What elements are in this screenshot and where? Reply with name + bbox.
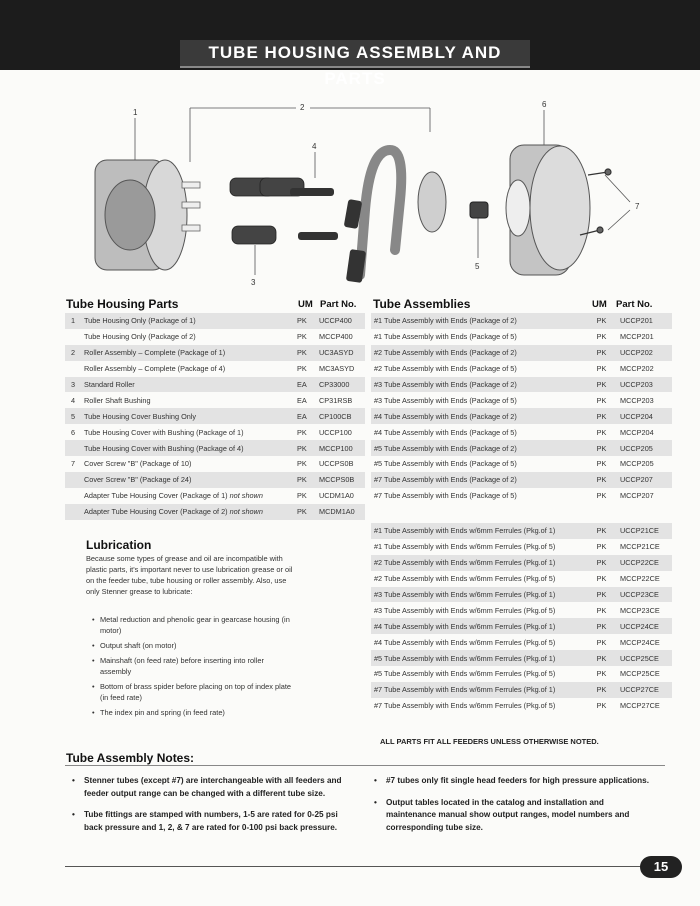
part-description-text: Tube Housing Cover with Bushing (Package of 1) xyxy=(84,427,244,437)
callout-5: 5 xyxy=(475,262,480,271)
assembly-description: #2 Tube Assembly with Ends w/6mm Ferrules (Pkg.of 1) xyxy=(371,555,586,571)
part-number: MCCP400 xyxy=(319,332,353,342)
unit-of-measure: PK xyxy=(586,472,617,488)
table-row xyxy=(65,472,365,488)
header-banner xyxy=(0,0,700,88)
lubrication-list xyxy=(92,614,292,722)
note-item: • #7 tubes only fit single head feeders for high pressure applications. xyxy=(374,775,654,788)
part-number: MCCP22CE xyxy=(620,574,660,584)
part-description-text: Standard Roller xyxy=(84,380,135,389)
table-row xyxy=(65,440,365,456)
part-number: UCCP201 xyxy=(617,313,672,329)
parts-um-header: UM xyxy=(298,299,313,310)
part-number: MCCP100 xyxy=(316,440,365,456)
notes-divider xyxy=(65,765,665,766)
part-number: UCCP400 xyxy=(316,313,365,329)
table-row xyxy=(65,329,365,345)
part-number: MCCPS0B xyxy=(316,472,365,488)
table-row xyxy=(65,392,365,408)
table-row xyxy=(65,313,365,329)
page-title: TUBE HOUSING ASSEMBLY AND PARTS xyxy=(180,40,530,66)
part-description-text: Cover Screw "B" (Package of 24) xyxy=(84,475,192,485)
table-row xyxy=(371,698,672,714)
table-row xyxy=(371,523,672,539)
part-number: MCCP203 xyxy=(620,395,654,405)
table-row xyxy=(371,618,672,634)
item-number xyxy=(65,504,81,520)
exploded-parts-diagram xyxy=(60,90,670,295)
part-number: UCDM1A0 xyxy=(319,491,354,501)
table-row xyxy=(371,424,672,440)
unit-of-measure: PK xyxy=(596,364,607,374)
part-description-text: Tube Housing Only (Package of 1) xyxy=(84,316,196,326)
callout-6: 6 xyxy=(542,100,547,109)
tube-housing-part xyxy=(95,160,187,270)
table-row xyxy=(65,345,365,361)
part-description-text: Roller Shaft Bushing xyxy=(84,395,151,405)
part-description xyxy=(81,345,294,361)
all-parts-note: ALL PARTS FIT ALL FEEDERS UNLESS OTHERWISE NOTED. xyxy=(380,737,599,746)
lubrication-item: • Mainshaft (on feed rate) before inserting into roller assembly xyxy=(92,655,292,677)
callout-2: 2 xyxy=(300,103,305,112)
note-item: • Output tables located in the catalog and installation and maintenance manual show output ranges, model numbers and corresponding tube size. xyxy=(374,797,654,835)
lubrication-item: • Output shaft (on motor) xyxy=(92,640,292,651)
table-row xyxy=(371,488,672,504)
table-row xyxy=(371,456,672,472)
part-number: MCCP201 xyxy=(620,332,654,342)
assy-um-header: UM xyxy=(592,299,607,310)
assembly-description: #1 Tube Assembly with Ends (Package of 5) xyxy=(374,332,517,342)
unit-of-measure: PK xyxy=(297,427,307,437)
part-description-text: Roller Assembly – Complete (Package of 1) xyxy=(84,348,226,358)
tube-housing-parts-title: Tube Housing Parts xyxy=(66,297,179,311)
footer-divider xyxy=(65,866,640,867)
tube-housing-parts-table xyxy=(65,313,365,520)
part-description xyxy=(81,440,294,456)
part-number: UCCPS0B xyxy=(319,459,354,469)
unit-of-measure: PK xyxy=(596,542,607,552)
table-row xyxy=(371,472,672,488)
assembly-description: #5 Tube Assembly with Ends w/6mm Ferrules (Pkg.of 5) xyxy=(374,669,556,679)
assembly-description: #7 Tube Assembly with Ends (Package of 5) xyxy=(374,491,517,501)
part-number: MCCP21CE xyxy=(620,542,660,552)
note-item: • Tube fittings are stamped with numbers, 1-5 are rated for 0-25 psi back pressure and 1, 2, & 7 are rated for 0-100 psi back pressure. xyxy=(72,809,347,834)
assembly-description: #7 Tube Assembly with Ends w/6mm Ferrules (Pkg.of 1) xyxy=(371,682,586,698)
notes-right-list xyxy=(374,775,654,843)
part-description xyxy=(81,392,294,408)
assembly-description: #4 Tube Assembly with Ends w/6mm Ferrules (Pkg.of 1) xyxy=(371,618,586,634)
part-number: MCCP205 xyxy=(620,459,654,469)
item-number: 7 xyxy=(70,459,76,469)
note-item: • Stenner tubes (except #7) are interchangeable with all feeders and feeder output range can be changed with a different tube size. xyxy=(72,775,347,800)
part-number: MCDM1A0 xyxy=(316,504,365,520)
unit-of-measure: PK xyxy=(586,587,617,603)
table-row xyxy=(371,313,672,329)
tube-assemblies-table xyxy=(371,313,672,504)
table-row xyxy=(371,345,672,361)
part-description-text: Tube Housing Cover Bushing Only xyxy=(84,411,197,421)
unit-of-measure: PK xyxy=(297,332,307,342)
callout-4: 4 xyxy=(312,142,317,151)
unit-of-measure: EA xyxy=(297,395,307,405)
item-number: 6 xyxy=(70,427,76,437)
part-description xyxy=(81,313,294,329)
lubrication-title: Lubrication xyxy=(86,538,152,552)
unit-of-measure: PK xyxy=(596,605,607,615)
unit-of-measure: PK xyxy=(294,345,316,361)
part-number: MCCP204 xyxy=(620,427,654,437)
part-number: UCCP204 xyxy=(617,408,672,424)
part-description xyxy=(81,377,294,393)
table-row xyxy=(371,650,672,666)
part-number: MCCP25CE xyxy=(620,669,660,679)
part-number: UCCP22CE xyxy=(617,555,672,571)
part-number: UCCP23CE xyxy=(617,587,672,603)
table-row xyxy=(371,377,672,393)
item-number: 3 xyxy=(65,377,81,393)
table-row xyxy=(371,634,672,650)
table-row xyxy=(65,408,365,424)
lubrication-body: Because some types of grease and oil are incompatible with plastic parts, it's important never to use lubrication grease or oil on the feeder tube, tube housing or roller assembly. Also, use only Stenner grease to lubricate: xyxy=(86,554,293,596)
lubrication-item: • Metal reduction and phenolic gear in gearcase housing (in motor) xyxy=(92,614,292,636)
part-description-text: Cover Screw "B" (Package of 10) xyxy=(84,459,192,469)
part-description-text: Adapter Tube Housing Cover (Package of 1) xyxy=(84,491,230,501)
table-row xyxy=(371,329,672,345)
assembly-description: #3 Tube Assembly with Ends w/6mm Ferrules (Pkg.of 5) xyxy=(374,605,556,615)
callout-3: 3 xyxy=(251,278,256,287)
assembly-description: #5 Tube Assembly with Ends (Package of 5) xyxy=(374,459,517,469)
part-description-text: Adapter Tube Housing Cover (Package of 2) xyxy=(84,507,230,517)
unit-of-measure: PK xyxy=(586,408,617,424)
part-description xyxy=(81,329,294,345)
part-number: CP31RSB xyxy=(319,395,353,405)
item-number xyxy=(65,361,81,377)
lubrication-item: • The index pin and spring (in feed rate) xyxy=(92,707,292,718)
roller-shaft-bushing-part xyxy=(290,188,338,240)
part-number: CP100CB xyxy=(316,408,365,424)
assembly-description: #3 Tube Assembly with Ends (Package of 5) xyxy=(374,395,517,405)
table-row xyxy=(371,408,672,424)
unit-of-measure: PK xyxy=(596,491,607,501)
assembly-description: #2 Tube Assembly with Ends (Package of 5) xyxy=(374,364,517,374)
unit-of-measure: PK xyxy=(586,618,617,634)
part-number: UCCP24CE xyxy=(617,618,672,634)
assembly-description: #5 Tube Assembly with Ends w/6mm Ferrules (Pkg.of 1) xyxy=(371,650,586,666)
table-row xyxy=(65,488,365,504)
table-row xyxy=(371,682,672,698)
part-description xyxy=(81,361,294,377)
part-number: MCCP27CE xyxy=(620,701,660,711)
page-number: 15 xyxy=(640,856,682,878)
part-number: UCCP100 xyxy=(319,427,352,437)
table-row xyxy=(371,440,672,456)
unit-of-measure: PK xyxy=(596,669,607,679)
part-number: UCCP202 xyxy=(617,345,672,361)
unit-of-measure: PK xyxy=(586,682,617,698)
table-row xyxy=(371,571,672,587)
assembly-description: #1 Tube Assembly with Ends (Package of 2) xyxy=(371,313,586,329)
part-note: not shown xyxy=(229,491,263,501)
unit-of-measure: PK xyxy=(596,701,607,711)
item-number: 5 xyxy=(65,408,81,424)
item-number xyxy=(65,329,81,345)
part-number: MCCP24CE xyxy=(620,637,660,647)
unit-of-measure: PK xyxy=(297,364,307,374)
part-description xyxy=(81,408,294,424)
table-row xyxy=(371,555,672,571)
part-description-text: Roller Assembly – Complete (Package of 4) xyxy=(84,364,226,374)
unit-of-measure: PK xyxy=(586,555,617,571)
assembly-description: #1 Tube Assembly with Ends w/6mm Ferrules (Pkg.of 1) xyxy=(371,523,586,539)
part-number: UCCP205 xyxy=(617,440,672,456)
table-row xyxy=(371,666,672,682)
table-row xyxy=(371,539,672,555)
part-description xyxy=(81,424,294,440)
tube-assemblies-title: Tube Assemblies xyxy=(373,297,471,311)
unit-of-measure: PK xyxy=(294,504,316,520)
unit-of-measure: PK xyxy=(294,472,316,488)
unit-of-measure: PK xyxy=(586,440,617,456)
part-number: UCCP25CE xyxy=(617,650,672,666)
part-description-text: Tube Housing Cover with Bushing (Package of 4) xyxy=(84,443,244,453)
assy-partno-header: Part No. xyxy=(616,299,653,310)
lubrication-item: • Bottom of brass spider before placing on top of index plate (in feed rate) xyxy=(92,681,292,703)
unit-of-measure: PK xyxy=(596,459,607,469)
unit-of-measure: EA xyxy=(294,408,316,424)
cover-bushing-part xyxy=(470,202,488,218)
tube-assemblies-ferrule-table xyxy=(371,523,672,714)
item-number xyxy=(65,488,81,504)
notes-left-list xyxy=(72,775,347,843)
table-row xyxy=(65,361,365,377)
assembly-description: #7 Tube Assembly with Ends (Package of 2) xyxy=(371,472,586,488)
item-number: 2 xyxy=(65,345,81,361)
unit-of-measure: PK xyxy=(596,574,607,584)
part-number: UCCP21CE xyxy=(617,523,672,539)
table-row xyxy=(65,456,365,472)
part-number: UCCP207 xyxy=(617,472,672,488)
part-number: MCCP207 xyxy=(620,491,654,501)
table-row xyxy=(371,602,672,618)
unit-of-measure: PK xyxy=(297,459,307,469)
standard-roller-part xyxy=(230,178,304,244)
unit-of-measure: PK xyxy=(294,440,316,456)
table-row xyxy=(65,377,365,393)
tube-housing-cover-part xyxy=(506,145,590,275)
part-description xyxy=(81,504,294,520)
unit-of-measure: PK xyxy=(586,523,617,539)
assembly-description: #3 Tube Assembly with Ends (Package of 2) xyxy=(371,377,586,393)
tube-assembly-notes-title: Tube Assembly Notes: xyxy=(66,751,195,765)
unit-of-measure: EA xyxy=(294,377,316,393)
part-description xyxy=(81,488,294,504)
part-number: CP33000 xyxy=(316,377,365,393)
assembly-description: #7 Tube Assembly with Ends w/6mm Ferrules (Pkg.of 5) xyxy=(374,701,556,711)
part-number: UC3ASYD xyxy=(316,345,365,361)
assembly-description: #2 Tube Assembly with Ends (Package of 2) xyxy=(371,345,586,361)
assembly-description: #5 Tube Assembly with Ends (Package of 2) xyxy=(371,440,586,456)
assembly-description: #4 Tube Assembly with Ends w/6mm Ferrules (Pkg.of 5) xyxy=(374,637,556,647)
assembly-description: #4 Tube Assembly with Ends (Package of 5) xyxy=(374,427,517,437)
unit-of-measure: PK xyxy=(297,491,307,501)
part-number: MCCP202 xyxy=(620,364,654,374)
table-row xyxy=(371,392,672,408)
tube-assembly-part xyxy=(360,150,401,275)
part-description xyxy=(81,472,294,488)
diagram-illustration xyxy=(60,90,670,295)
part-number: MCCP23CE xyxy=(620,605,660,615)
parts-partno-header: Part No. xyxy=(320,299,357,310)
item-number: 1 xyxy=(65,313,81,329)
unit-of-measure: PK xyxy=(586,345,617,361)
part-number: UCCP203 xyxy=(617,377,672,393)
table-row xyxy=(65,424,365,440)
callout-7: 7 xyxy=(635,202,640,211)
unit-of-measure: PK xyxy=(294,313,316,329)
table-row xyxy=(371,587,672,603)
unit-of-measure: PK xyxy=(596,395,607,405)
assembly-description: #3 Tube Assembly with Ends w/6mm Ferrules (Pkg.of 1) xyxy=(371,587,586,603)
item-number xyxy=(65,472,81,488)
unit-of-measure: PK xyxy=(596,427,607,437)
unit-of-measure: PK xyxy=(586,313,617,329)
assembly-description: #4 Tube Assembly with Ends (Package of 2) xyxy=(371,408,586,424)
unit-of-measure: PK xyxy=(596,332,607,342)
callout-1: 1 xyxy=(133,108,138,117)
unit-of-measure: PK xyxy=(596,637,607,647)
assembly-description: #2 Tube Assembly with Ends w/6mm Ferrules (Pkg.of 5) xyxy=(374,574,556,584)
part-number: MC3ASYD xyxy=(319,364,355,374)
part-description xyxy=(81,456,294,472)
part-number: UCCP27CE xyxy=(617,682,672,698)
part-note: not shown xyxy=(229,507,263,517)
unit-of-measure: PK xyxy=(586,650,617,666)
item-number: 4 xyxy=(70,395,76,405)
table-row xyxy=(65,504,365,520)
item-number xyxy=(65,440,81,456)
table-row xyxy=(371,361,672,377)
unit-of-measure: PK xyxy=(586,377,617,393)
assembly-description: #1 Tube Assembly with Ends w/6mm Ferrules (Pkg.of 5) xyxy=(374,542,556,552)
part-description-text: Tube Housing Only (Package of 2) xyxy=(84,332,196,342)
